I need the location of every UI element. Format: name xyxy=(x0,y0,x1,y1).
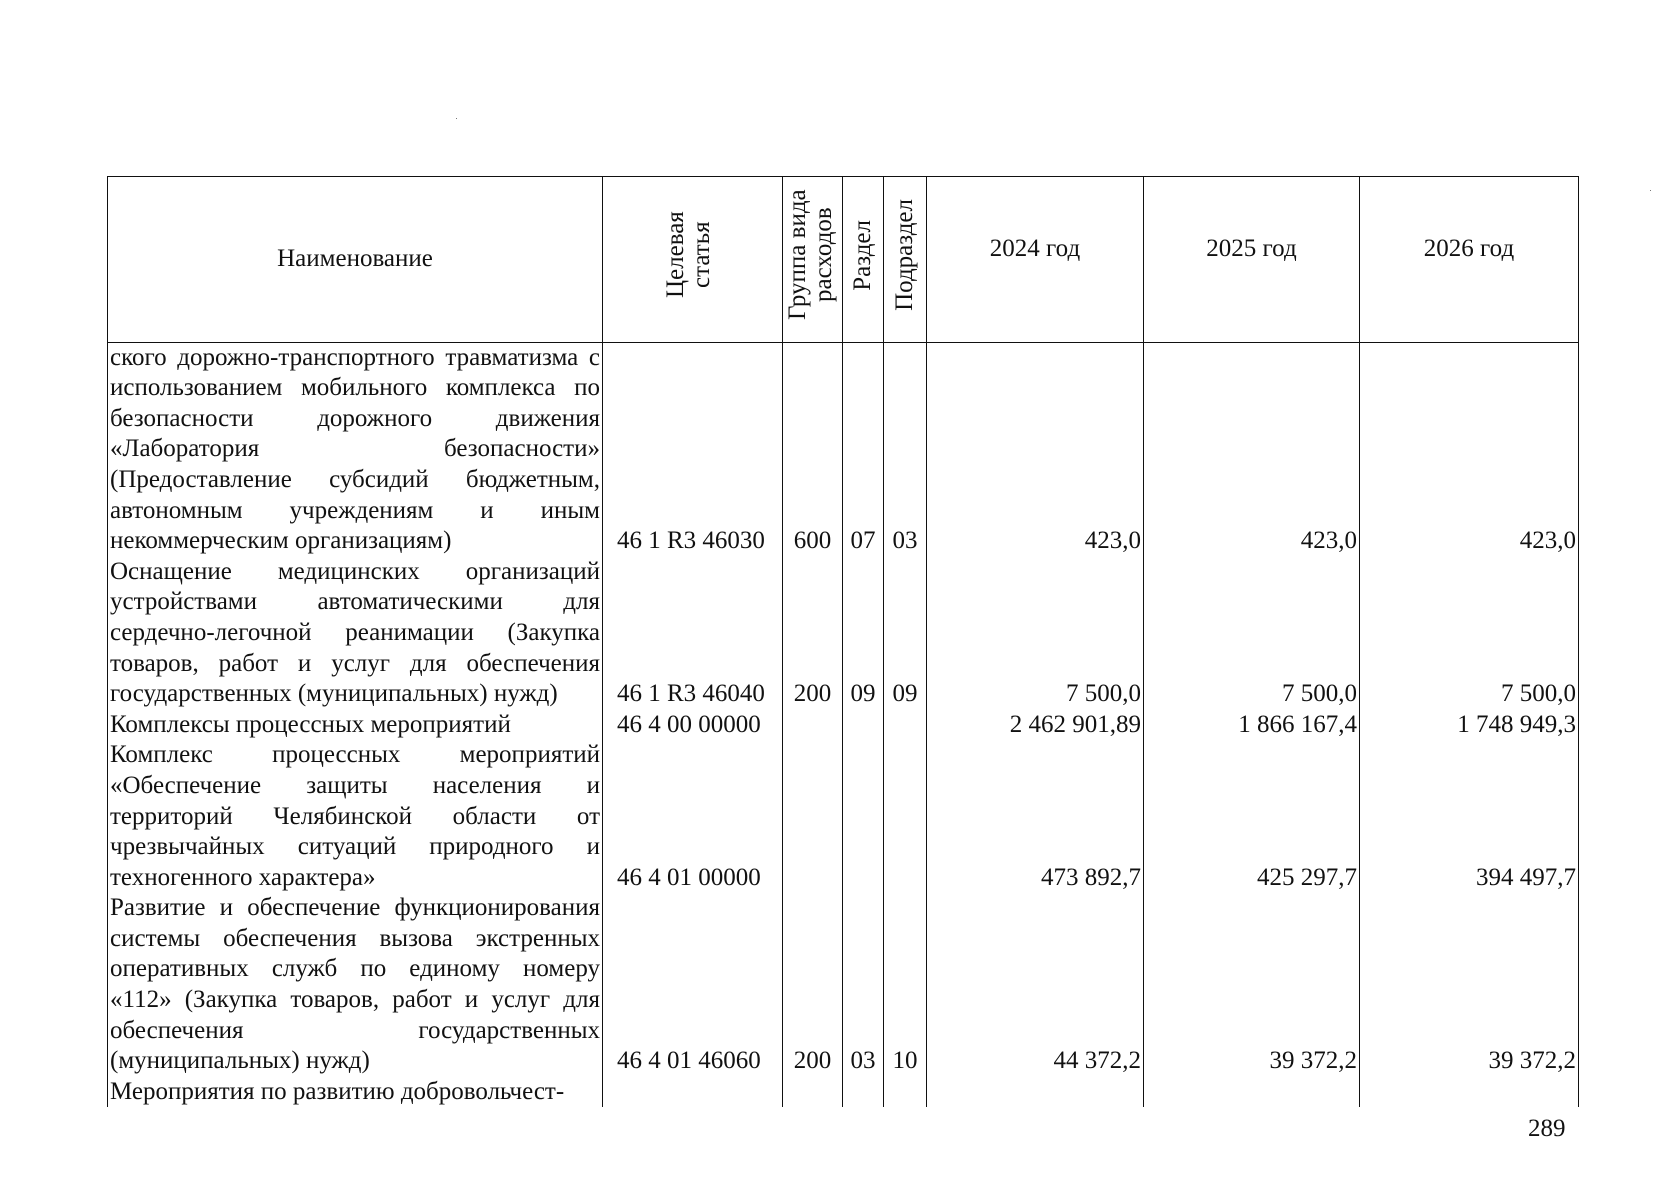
row-2024: 473 892,7 xyxy=(927,740,1144,893)
table-row xyxy=(108,893,1579,1077)
row-subsection: 03 xyxy=(884,342,927,557)
header-expense-group-label: Группа вида расходов xyxy=(783,189,837,321)
row-2026: 1 748 949,3 xyxy=(1360,710,1579,741)
row-section xyxy=(843,710,884,741)
row-name: Комплексы процессных мероприятий xyxy=(108,710,603,741)
table-row xyxy=(108,740,1579,893)
row-target-article: 46 1 R3 46040 xyxy=(603,557,783,710)
row-expense-group: 600 xyxy=(783,342,843,557)
row-expense-group: 200 xyxy=(783,893,843,1077)
header-expense-group xyxy=(783,177,843,343)
row-2024 xyxy=(927,1077,1144,1108)
row-2025: 425 297,7 xyxy=(1144,740,1360,893)
header-year-2024-label: 2024 год xyxy=(989,235,1081,262)
row-subsection: 10 xyxy=(884,893,927,1077)
row-name: ского дорожно-транспортного травматизма с использованием мобильного комплекса по безопасности дорожного движения «Лаборатория безопасности» (Предоставление субсидий бюджетным, автономным учреждениям и иным некоммерческим организациям) xyxy=(108,342,603,557)
header-year-2025-label: 2025 год xyxy=(1206,235,1297,262)
header-name-label: Наименование xyxy=(277,245,433,272)
header-name xyxy=(108,177,603,343)
row-expense-group xyxy=(783,710,843,741)
row-2024: 423,0 xyxy=(927,342,1144,557)
table-row xyxy=(108,1077,1579,1108)
row-subsection: 09 xyxy=(884,557,927,710)
table-row xyxy=(108,557,1579,710)
row-target-article xyxy=(603,1077,783,1108)
row-subsection xyxy=(884,740,927,893)
row-2025: 7 500,0 xyxy=(1144,557,1360,710)
row-target-article: 46 4 01 00000 xyxy=(603,740,783,893)
header-subsection-label: Подраздел xyxy=(890,199,918,311)
row-name: Развитие и обеспечение функционирования системы обеспечения вызова экстренных оперативных служб по единому номеру «112» (Закупка товаров, работ и услуг для обеспечения государственных (муниципальных) нужд) xyxy=(108,893,603,1077)
header-section xyxy=(843,177,884,343)
row-2025: 39 372,2 xyxy=(1144,893,1360,1077)
header-year-2024 xyxy=(927,177,1144,343)
row-name: Мероприятия по развитию добровольчест- xyxy=(108,1077,603,1108)
row-2026: 7 500,0 xyxy=(1360,557,1579,710)
table-row xyxy=(108,342,1579,557)
row-2026: 39 372,2 xyxy=(1360,893,1579,1077)
header-target-article-label: Целевая статья xyxy=(661,211,715,299)
row-section: 07 xyxy=(843,342,884,557)
row-expense-group xyxy=(783,740,843,893)
table-row xyxy=(108,710,1579,741)
header-year-2025 xyxy=(1144,177,1360,343)
row-2024: 44 372,2 xyxy=(927,893,1144,1077)
header-target-article xyxy=(603,177,783,343)
table-header-row xyxy=(108,177,1579,343)
row-2026: 394 497,7 xyxy=(1360,740,1579,893)
row-name: Оснащение медицинских организаций устройствами автоматическими для сердечно-легочной реанимации (Закупка товаров, работ и услуг для обеспечения государственных (муниципальных) нужд) xyxy=(108,557,603,710)
row-2025 xyxy=(1144,1077,1360,1108)
row-section: 03 xyxy=(843,893,884,1077)
row-2025: 1 866 167,4 xyxy=(1144,710,1360,741)
row-2024: 2 462 901,89 xyxy=(927,710,1144,741)
row-2026 xyxy=(1360,1077,1579,1108)
row-target-article: 46 4 01 46060 xyxy=(603,893,783,1077)
row-2026: 423,0 xyxy=(1360,342,1579,557)
page-number: 289 xyxy=(1528,1115,1566,1142)
row-subsection xyxy=(884,710,927,741)
row-2025: 423,0 xyxy=(1144,342,1360,557)
header-subsection xyxy=(884,177,927,343)
row-target-article: 46 1 R3 46030 xyxy=(603,342,783,557)
header-year-2026 xyxy=(1360,177,1579,343)
row-expense-group xyxy=(783,1077,843,1108)
header-section-label: Раздел xyxy=(848,219,876,291)
row-section xyxy=(843,740,884,893)
row-2024: 7 500,0 xyxy=(927,557,1144,710)
scan-speck xyxy=(1650,190,1651,191)
row-target-article: 46 4 00 00000 xyxy=(603,710,783,741)
row-section: 09 xyxy=(843,557,884,710)
row-section xyxy=(843,1077,884,1108)
header-year-2026-label: 2026 год xyxy=(1423,235,1515,262)
row-subsection xyxy=(884,1077,927,1108)
row-name: Комплекс процессных мероприятий «Обеспечение защиты населения и территорий Челябинской области от чрезвычайных ситуаций природного и техногенного характера» xyxy=(108,740,603,893)
scan-speck xyxy=(456,118,457,119)
row-expense-group: 200 xyxy=(783,557,843,710)
budget-table xyxy=(107,176,1579,1107)
